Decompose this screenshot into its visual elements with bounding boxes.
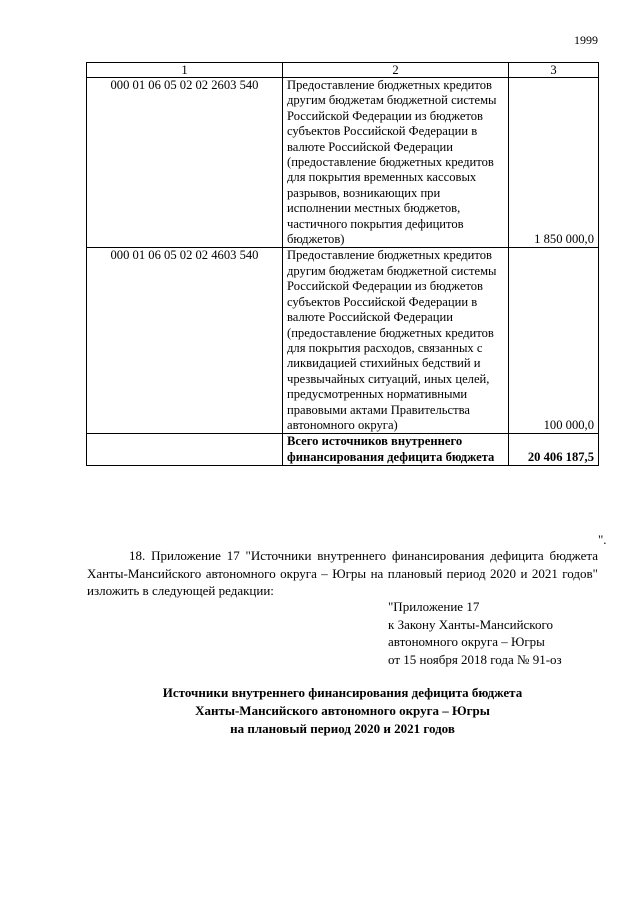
description-cell: Предоставление бюджетных кредитов другим бюджетам бюджетной системы Российской Федерации из бюджетов субъектов Российской Федерации в валюте Российской Федерации (предоставление бюджетных кредитов для покрытия расходов, связанных с ликвидацией стихийных бедствий и чрезвычайных ситуаций, иных целей, предусмотренных нормативными правовыми актами Правительства автономного округа): [283, 248, 509, 434]
amendment-paragraph: 18. Приложение 17 "Источники внутреннего финансирования дефицита бюджета Ханты-Мансийского автономного округа – Югры на плановый период 2020 и 2021 годов" изложить в следующей редакции:: [87, 548, 598, 599]
title-line: на плановый период 2020 и 2021 годов: [230, 720, 455, 736]
amount-cell: 1 850 000,0: [509, 78, 599, 248]
title-line: Источники внутреннего финансирования дефицита бюджета: [162, 685, 523, 700]
appendix-line: от 15 ноября 2018 года № 91-оз: [388, 651, 562, 667]
column-header-3: 3: [509, 63, 599, 78]
appendix-header: [388, 598, 562, 668]
title-line: Ханты-Мансийского автономного округа – Югры: [195, 702, 490, 718]
table-row: [87, 78, 599, 248]
appendix-line: автономного округа – Югры: [388, 634, 545, 650]
column-header-2: 2: [283, 63, 509, 78]
total-row: [87, 434, 599, 466]
table-header-row: [87, 63, 599, 78]
amount-cell: 100 000,0: [509, 248, 599, 434]
closing-quote: ".: [598, 532, 607, 547]
budget-sources-table: [86, 62, 599, 466]
total-code-cell: [87, 434, 283, 466]
table-row: [87, 248, 599, 434]
total-label-cell: Всего источников внутреннего финансирования дефицита бюджета: [283, 434, 509, 466]
page-number: 1999: [574, 33, 598, 47]
column-header-1: 1: [87, 63, 283, 78]
document-title: [87, 684, 598, 737]
appendix-line: "Приложение 17: [388, 599, 480, 614]
budget-code-cell: 000 01 06 05 02 02 2603 540: [87, 78, 283, 248]
total-amount-cell: 20 406 187,5: [509, 434, 599, 466]
budget-code-cell: 000 01 06 05 02 02 4603 540: [87, 248, 283, 434]
appendix-line: к Закону Ханты-Мансийского: [388, 616, 553, 632]
description-cell: Предоставление бюджетных кредитов другим бюджетам бюджетной системы Российской Федерации из бюджетов субъектов Российской Федерации в валюте Российской Федерации (предоставление бюджетных кредитов для покрытия временных кассовых разрывов, возникающих при исполнении местных бюджетов, частичного покрытия дефицитов бюджетов): [283, 78, 509, 248]
